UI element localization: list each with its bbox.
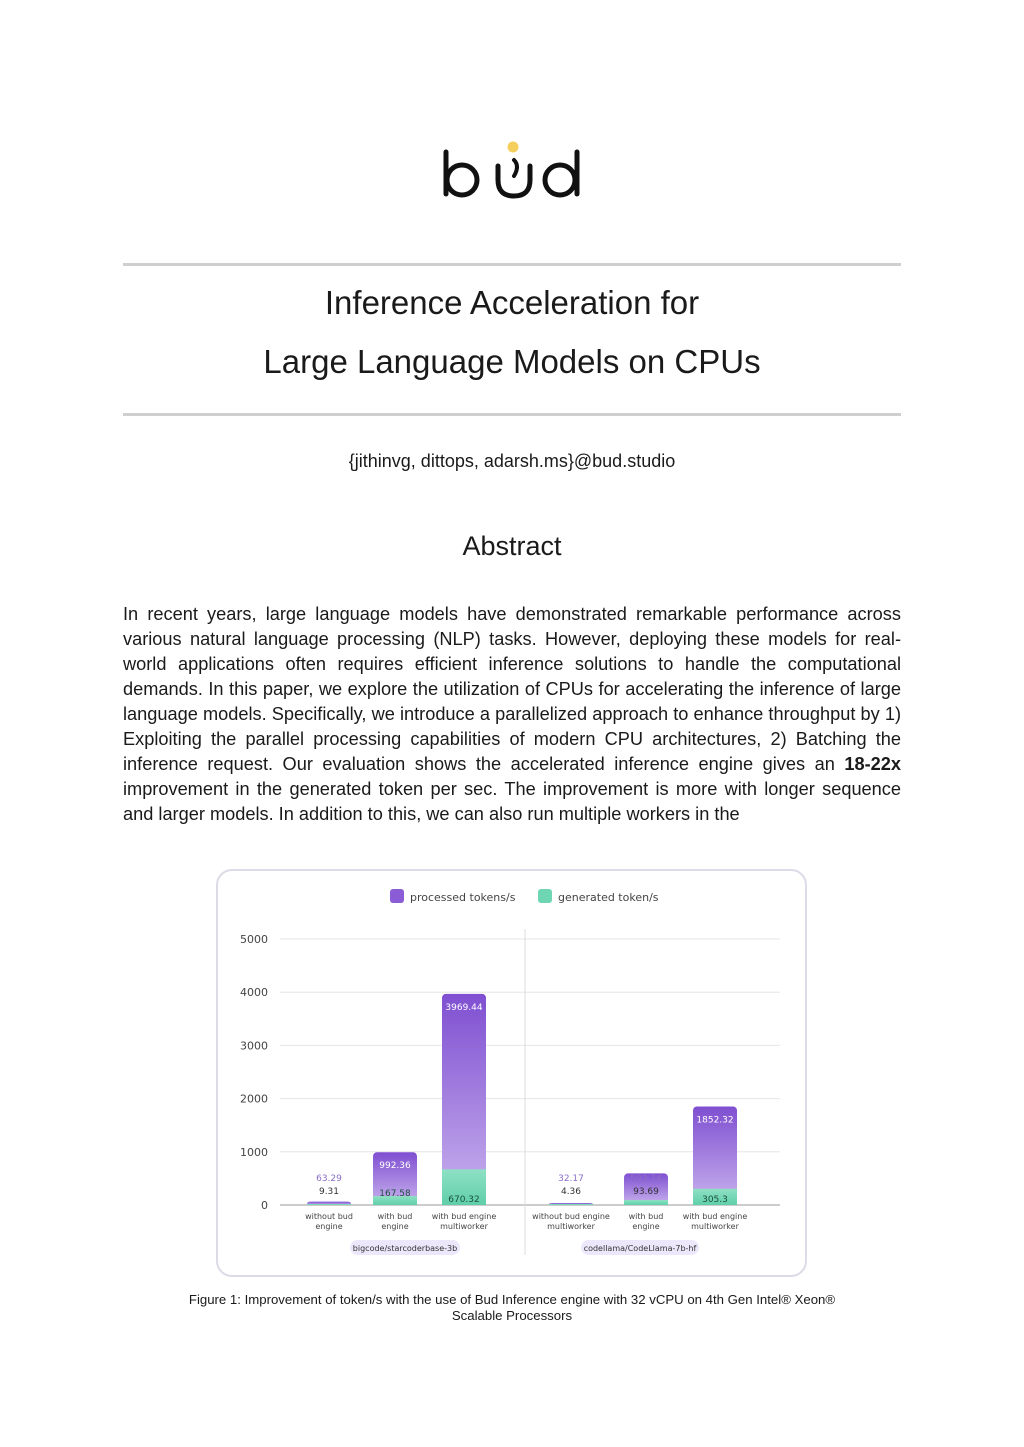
bottom-divider [123,413,901,416]
bar-generated-g1-c0 [549,1204,593,1205]
logo-dot [508,142,519,153]
label-processed-g1-c0: 32.17 [558,1174,584,1184]
y-tick-label-5000: 5000 [240,933,268,946]
x-label-g0-c2: with bud engine multiworker [431,1212,497,1231]
legend-label-1: generated token/s [558,891,659,904]
x-label-g0-c1: with bud engine [377,1212,413,1231]
abstract-text-2: improvement in the generated token per sec. The improvement is more with longer sequence and larger models. In addition to this, we can also run multiple workers in the [123,779,901,824]
y-tick-label-2000: 2000 [240,1092,268,1106]
top-divider [123,263,901,266]
label-processed-g0-c1: 992.36 [379,1161,411,1172]
figure-1 [216,869,807,1277]
label-generated-g1-c1: 93.69 [633,1187,659,1197]
group-label-1: codellama/CodeLlama-7b-hf [583,1244,697,1253]
bar-generated-g0-c0 [307,1204,351,1205]
abstract-text-1: In recent years, large language models have demonstrated remarkable performance across various natural language processing (NLP) tasks. However, deploying these models for real-world applications often requires efficient inference solutions to handle the computational demands. In this paper, we explore the utilization of CPUs for accelerating the inference of large language models. Specifically, we introduce a parallelized approach to enhance throughput by 1) Exploiting the parallel processing capabilities of modern CPU architectures, 2) Batching the inference request. Our evaluation shows the accelerated inference engine gives an [123,604,901,774]
abstract-highlight: 18-22x [844,754,901,774]
label-processed-g0-c0: 63.29 [316,1174,342,1184]
bud-logo [432,132,592,212]
x-axis-labels [305,1212,747,1231]
legend-swatch-0 [390,889,404,903]
figure-caption: Figure 1: Improvement of token/s with the use of Bud Inference engine with 32 vCPU on 4th Gen Intel® Xeon® Scalable Processors [188,1292,836,1323]
bar-generated-g1-c1 [624,1200,668,1205]
y-tick-label-3000: 3000 [240,1039,268,1053]
abstract-body [123,602,901,827]
x-label-g1-c0: without bud engine multiworker [532,1212,610,1231]
x-label-g0-c0: without bud engine [305,1212,353,1231]
bud-logo-mark [432,132,592,212]
label-generated-g1-c2: 305.3 [702,1195,728,1205]
label-processed-g0-c2: 3969.44 [445,1002,483,1013]
label-generated-g0-c0: 9.31 [318,1187,340,1197]
label-generated-g0-c1: 167.58 [379,1189,411,1199]
y-tick-label-1000: 1000 [240,1145,268,1159]
abstract-heading: Abstract [462,531,562,561]
x-label-g1-c2: with bud engine multiworker [682,1212,748,1231]
chart-bars [307,994,737,1205]
y-axis [240,933,268,1212]
legend-swatch-1 [538,889,552,903]
label-generated-g1-c0: 4.36 [560,1187,582,1197]
label-processed-g1-c1: 593.74 [630,1174,662,1184]
chart-gridlines [280,929,780,1255]
label-generated-g0-c2: 670.32 [448,1195,480,1205]
y-tick-label-4000: 4000 [240,986,268,1000]
bar-chart [218,871,805,1275]
paper-title-line-1: Inference Acceleration for [324,284,700,321]
x-label-g1-c1: with bud engine [628,1212,664,1231]
chart-legend [390,889,659,904]
paper-title-line-2: Large Language Models on CPUs [263,343,761,380]
group-label-0: bigcode/starcoderbase-3b [352,1244,458,1253]
y-tick-label-0: 0 [261,1199,268,1212]
author-emails: {jithinvg, dittops, adarsh.ms}@bud.studio [348,451,676,471]
label-processed-g1-c2: 1852.32 [696,1115,734,1126]
legend-label-0: processed tokens/s [410,891,516,904]
